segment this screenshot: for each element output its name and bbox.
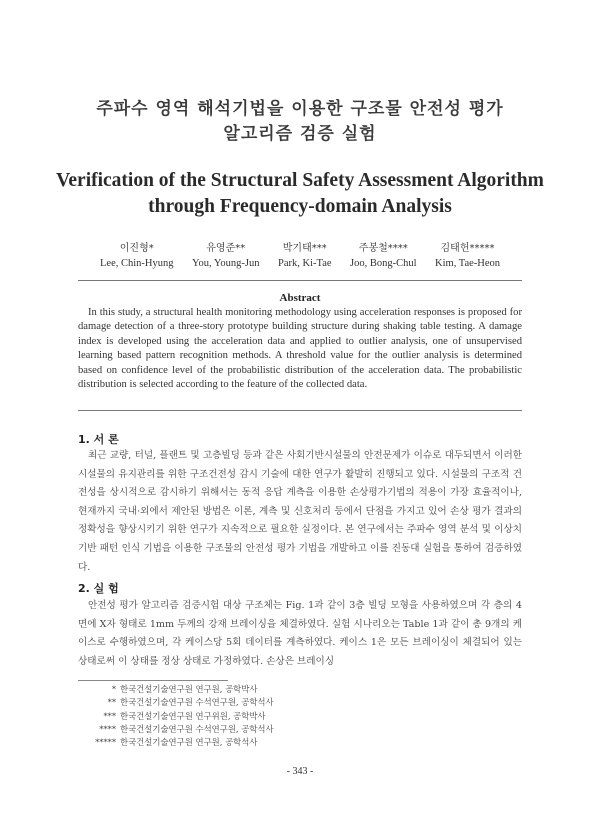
korean-title-line-1: 주파수 영역 해석기법을 이용한 구조물 안전성 평가 (96, 99, 504, 119)
footnote (78, 683, 378, 696)
footnote-mark: *** (103, 710, 116, 721)
author-name-english: Park, Ki-Tae (278, 258, 332, 269)
footnote-divider (78, 680, 228, 681)
author-name-english: Joo, Bong-Chul (350, 258, 417, 269)
author-name-english: Lee, Chin-Hyung (100, 258, 174, 269)
abstract-text: In this study, a structural health monitoring methodology using acceleration responses is proposed for damage detection of a three-story prototype building structure during shaking table testing. A damage index is developed using the acceleration data and applied to outlier analysis, one of unsupervised learning based pattern recognition methods. A threshold value for the outlier analysis is determined based on confidence level of the probabilistic distribution of the acceleration data. The probabilistic distribution is selected according to the feature of the collected data. (78, 307, 522, 391)
author (278, 242, 332, 271)
footnote-text: 한국건설기술연구원 수석연구원, 공학석사 (120, 723, 274, 734)
footnote-text: 한국건설기술연구원 연구위원, 공학박사 (120, 710, 266, 721)
author (192, 242, 260, 271)
english-title-line-2: through Frequency-domain Analysis (148, 196, 452, 217)
author-name-korean: 박기태*** (282, 243, 327, 254)
author-list (100, 242, 500, 271)
section-1-text: 최근 교량, 터널, 플랜트 및 고층빌딩 등과 같은 사회기반시설물의 안전문제가 이슈로 대두되면서 이러한 시설물의 유지관리를 위한 구조건전성 감시 기술에 대한 연구가 활발히 진행되고 있다. 시설물의 구조적 건전성을 상시적으로 감시하기 위해서는 동적 응답 계측을 이용한 손상평가기법의 적용이 가장 효율적이나, 현재까지 국내·외에서 제안된 방법은 이론, 계측 및 신호처리 등에서 단점을 가지고 있어 손상 평가 결과의 정확성을 향상시키기 위한 연구가 지속적으로 필요한 실정이다. 본 연구에서는 주파수 영역 분석 및 이상치 기반 패턴 인식 기법을 이용한 구조물의 안전성 평가 기법을 개발하고 이를 진동대 실험을 통하여 검증하였다. (78, 450, 522, 573)
abstract-heading: Abstract (279, 292, 321, 304)
abstract-divider (78, 410, 522, 411)
author (100, 242, 174, 271)
author (350, 242, 417, 271)
author-name-korean: 주봉철**** (358, 243, 408, 254)
footnote-text: 한국건설기술연구원 연구원, 공학석사 (120, 737, 258, 748)
section-2-heading: 2. 실 험 (78, 582, 119, 595)
footnote-text: 한국건설기술연구원 연구원, 공학박사 (120, 684, 258, 694)
footnote-mark: ***** (95, 737, 116, 748)
author-name-english: You, Young-Jun (192, 258, 260, 269)
header-divider (78, 280, 522, 281)
footnote-mark: ** (107, 697, 116, 708)
footnote-mark: **** (99, 723, 116, 734)
footnote-mark: * (111, 684, 116, 694)
english-title-line-1: Verification of the Structural Safety Assessment Algorithm (56, 170, 544, 191)
section-2-text: 안전성 평가 알고리즘 검증시험 대상 구조체는 Fig. 1과 같이 3층 빌딩 모형을 사용하였으며 각 층의 4면에 X자 형태로 1mm 두께의 강재 브레이싱을 체결하였다. 실험 시나리오는 Table 1과 같이 총 9개의 케이스로 수행하였으며, 각 케이스당 5회 데이터를 계측하였다. 케이스 1은 모든 브레이싱이 체결되어 있는 상태로써 이 상태를 정상 상태로 가정하였다. 손상은 브레이싱 (78, 600, 522, 667)
footnote (78, 736, 378, 749)
author-name-korean: 이진형* (119, 243, 154, 254)
footnote (78, 723, 378, 736)
footnote-text: 한국건설기술연구원 수석연구원, 공학석사 (120, 697, 274, 708)
author (435, 242, 500, 271)
page-number: - 343 - (286, 766, 314, 777)
section-1-heading: 1. 서 론 (78, 433, 119, 446)
footnote (78, 710, 378, 723)
footnote (78, 696, 378, 709)
author-name-korean: 유영준** (206, 243, 246, 254)
author-name-korean: 김태헌***** (440, 243, 495, 254)
author-name-english: Kim, Tae-Heon (435, 258, 500, 269)
korean-title-line-2: 알고리즘 검증 실험 (223, 124, 377, 144)
footnotes (78, 683, 378, 749)
